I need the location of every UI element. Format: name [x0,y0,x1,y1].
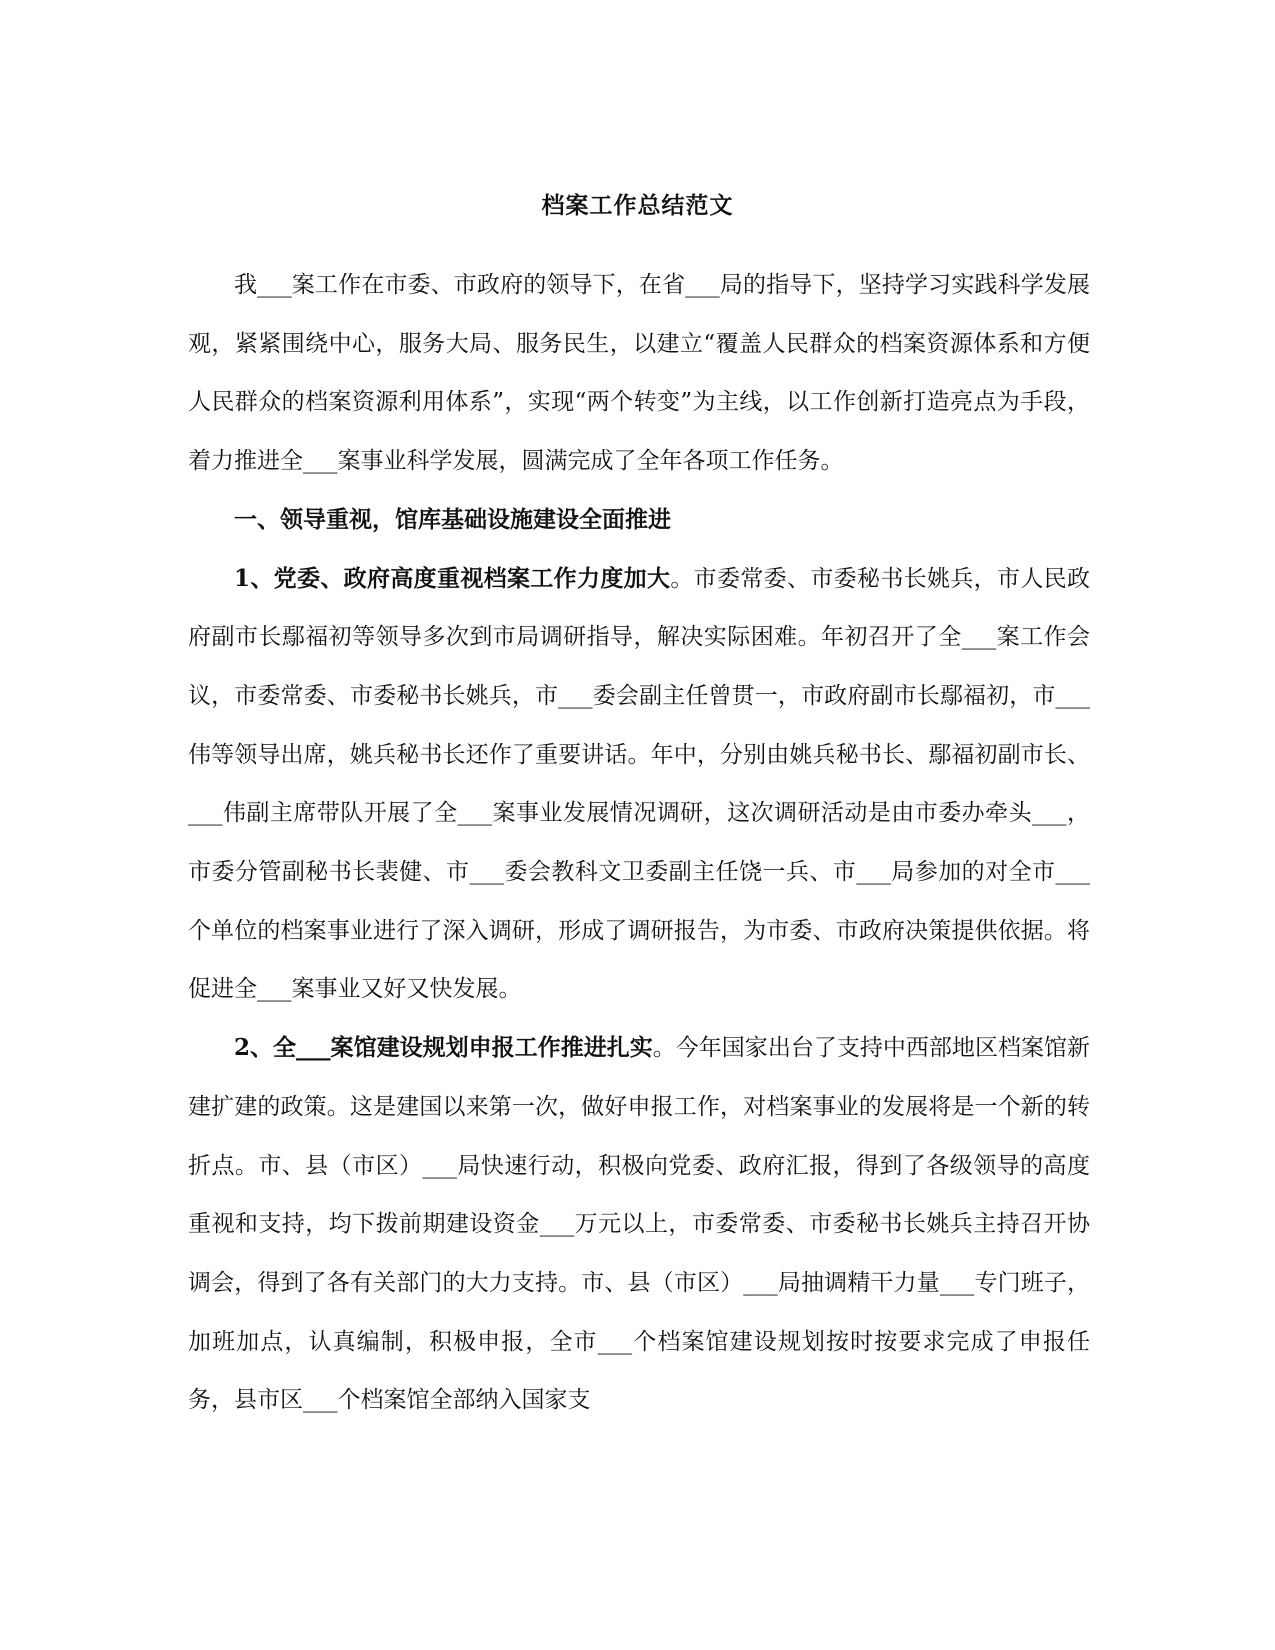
section-heading-1: 一、领导重视，馆库基础设施建设全面推进 [234,505,671,533]
section-1-item-2 [188,1019,1090,1430]
item-1-text: 。市委常委、市委秘书长姚兵，市人民政府副市长鄢福初等领导多次到市局调研指导，解决实际困难。年初召开了全___案工作会议，市委常委、市委秘书长姚兵，市___委会副主任曾贯一，市政府副市长鄢福初，市___伟等领导出席，姚兵秘书长还作了重要讲话。年中，分别由姚兵秘书长、鄢福初副市长、___伟副主席带队开展了全___案事业发展情况调研，这次调研活动是由市委办牵头___，市委分管副秘书长裴健、市___委会教科文卫委副主任饶一兵、市___局参加的对全市___个单位的档案事业进行了深入调研，形成了调研报告，为市委、市政府决策提供依据。将促进全___案事业又好又快发展。 [188,565,1091,1003]
item-2-text: 。今年国家出台了支持中西部地区档案馆新建扩建的政策。这是建国以来第一次，做好申报工作，对档案事业的发展将是一个新的转折点。市、县（市区）___局快速行动，积极向党委、政府汇报，得到了各级领导的高度重视和支持，均下拨前期建设资金___万元以上，市委常委、市委秘书长姚兵主持召开协调会，得到了各有关部门的大力支持。市、县（市区）___局抽调精干力量___专门班子，加班加点，认真编制，积极申报，全市___个档案馆建设规划按时按要求完成了申报任务，县市区___个档案馆全部纳入国家支 [188,1035,1090,1414]
item-1-lead: 1、党委、政府高度重视档案工作力度加大 [234,564,671,592]
section-1-item-1 [188,550,1090,1020]
document-title: 档案工作总结范文 [541,192,734,219]
item-2-lead: 2、全___案馆建设规划申报工作推进扎实 [234,1034,653,1062]
document-body [188,256,1090,1430]
intro-paragraph: 我___案工作在市委、市政府的领导下，在省___局的指导下，坚持学习实践科学发展观，紧紧围绕中心，服务大局、服务民生，以建立“覆盖人民群众的档案资源体系和方便人民群众的档案资源利用体系”，实现“两个转变”为主线，以工作创新打造亮点为手段，着力推进全___案事业科学发展，圆满完成了全年各项工作任务。 [188,272,1090,475]
